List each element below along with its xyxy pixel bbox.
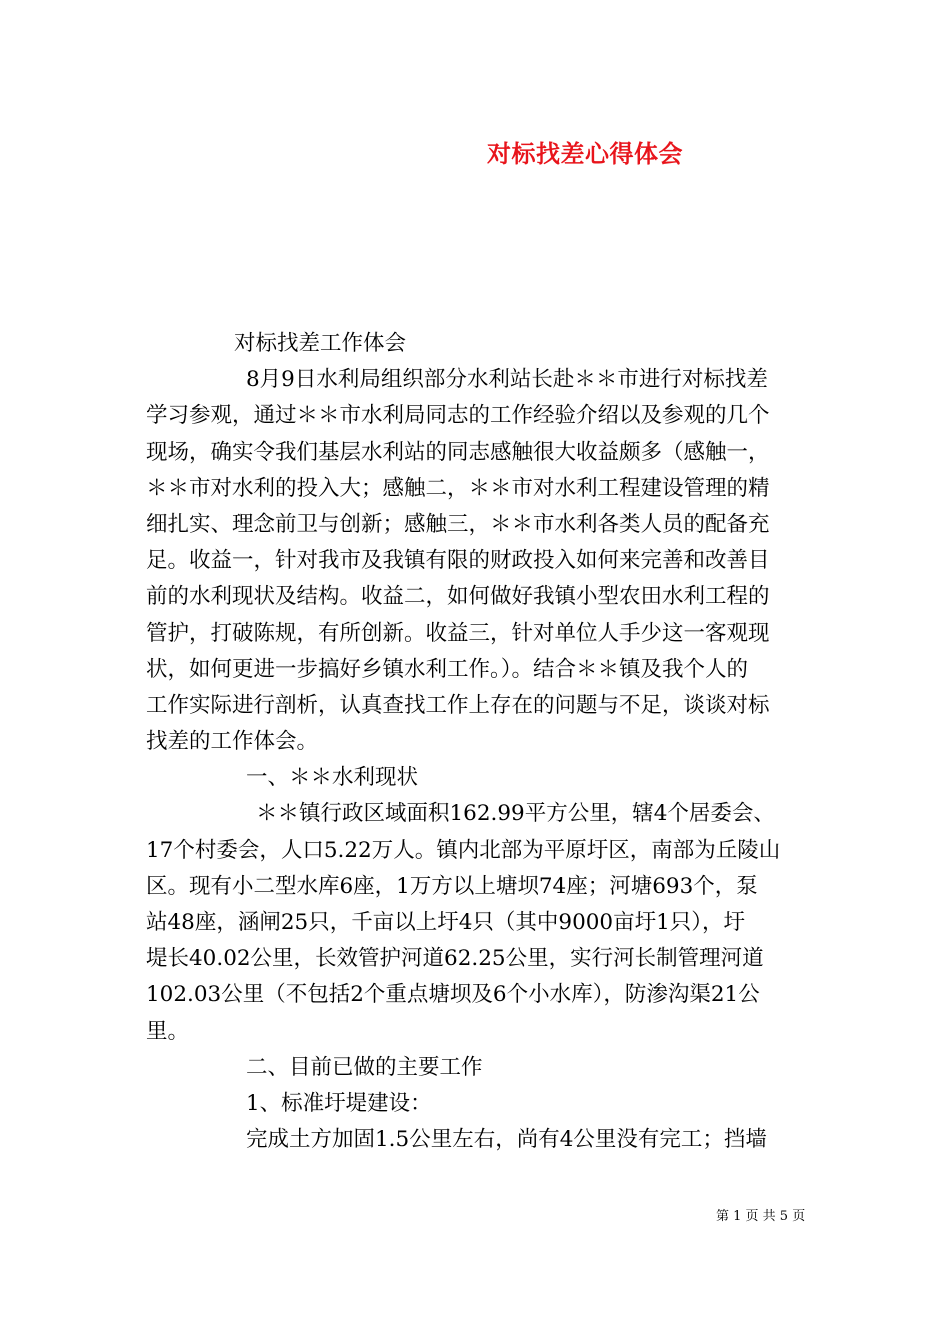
body-line: 站48座，涵闸25只，千亩以上圩4只（其中9000亩圩1只），圩 xyxy=(146,910,746,935)
body-line: 1、标准圩堤建设： xyxy=(246,1090,432,1116)
document-body xyxy=(146,326,806,1158)
body-line: ＊＊镇行政区域面积162.99平方公里，辖4个居委会、 xyxy=(256,801,775,827)
body-line: 对标找差工作体会 xyxy=(234,331,407,356)
body-line: 学习参观，通过＊＊市水利局同志的工作经验介绍以及参观的几个 xyxy=(146,403,770,429)
body-line: 二、目前已做的主要工作 xyxy=(246,1054,483,1080)
body-line: 找差的工作体会。 xyxy=(146,729,319,755)
body-line: 102.03公里（不包括2个重点塘坝及6个小水库），防渗沟渠21公 xyxy=(146,982,760,1008)
body-line: 完成土方加固1.5公里左右，尚有4公里没有完工；挡墙 xyxy=(246,1127,767,1153)
body-line: 里。 xyxy=(146,1018,190,1044)
body-line: 一、＊＊水利现状 xyxy=(246,765,419,791)
body-line: 堤长40.02公里，长效管护河道62.25公里，实行河长制管理河道 xyxy=(146,946,764,972)
body-line: 区。现有小二型水库6座，1万方以上塘坝74座；河塘693个，泵 xyxy=(146,873,758,899)
document-title: 对标找差心得体会 xyxy=(487,139,683,168)
body-line: ＊＊市对水利的投入大；感触二，＊＊市对水利工程建设管理的精 xyxy=(146,475,770,501)
body-line: 8月9日水利局组织部分水利站长赴＊＊市进行对标找差 xyxy=(246,367,768,393)
body-line: 管护，打破陈规，有所创新。收益三，针对单位人手少这一客观现 xyxy=(146,620,770,646)
page-footer: 第 1 页 共 5 页 xyxy=(716,1209,806,1224)
body-line: 足。收益一，针对我市及我镇有限的财政投入如何来完善和改善目 xyxy=(146,548,770,574)
body-line: 工作实际进行剖析，认真查找工作上存在的问题与不足，谈谈对标 xyxy=(146,692,770,718)
body-line: 前的水利现状及结构。收益二，如何做好我镇小型农田水利工程的 xyxy=(146,584,770,610)
body-line: 17个村委会，人口5.22万人。镇内北部为平原圩区，南部为丘陵山 xyxy=(146,837,781,863)
body-line: 细扎实、理念前卫与创新；感触三，＊＊市水利各类人员的配备充 xyxy=(146,511,770,537)
body-line: 现场，确实令我们基层水利站的同志感触很大收益颇多（感触一， xyxy=(146,439,770,465)
body-line: 状，如何更进一步搞好乡镇水利工作。）。结合＊＊镇及我个人的 xyxy=(146,656,749,682)
